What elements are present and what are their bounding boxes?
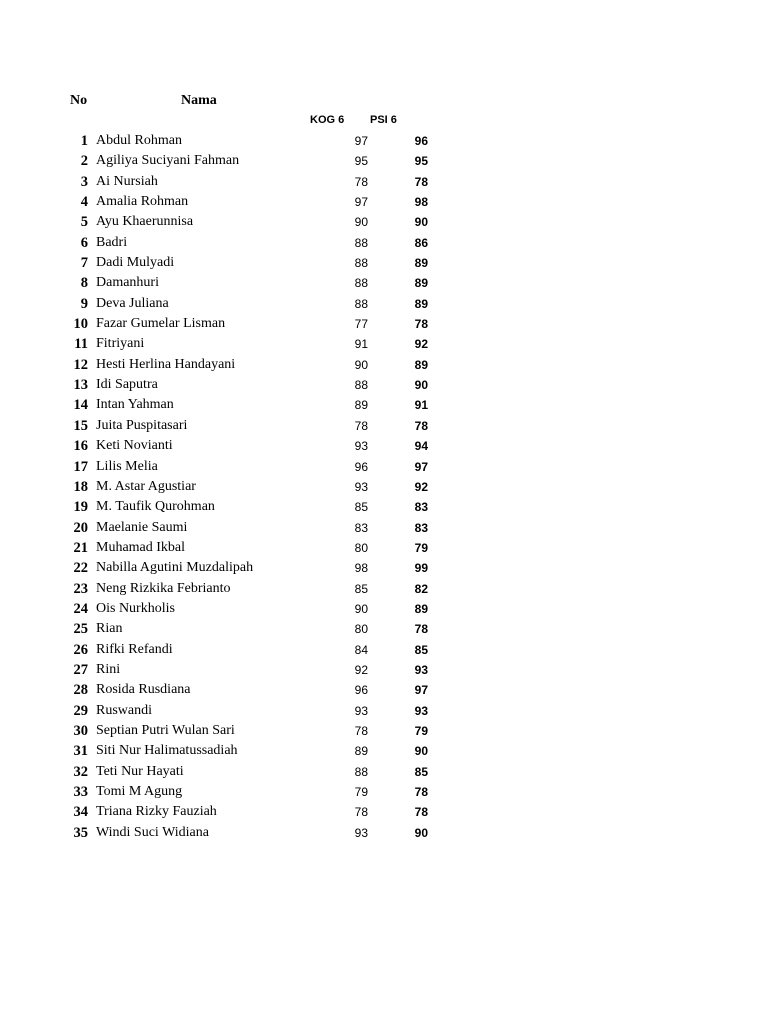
- student-name: Dadi Mulyadi: [96, 255, 175, 271]
- kog-score: 88: [354, 235, 368, 250]
- student-name: M. Taufik Qurohman: [96, 499, 215, 515]
- psi-score: 96: [414, 134, 428, 148]
- header-kog: KOG 6: [310, 114, 345, 126]
- student-name: Deva Juliana: [96, 295, 169, 311]
- student-name: Agiliya Suciyani Fahman: [96, 153, 240, 169]
- psi-score: 78: [414, 317, 428, 332]
- psi-score: 79: [414, 723, 428, 738]
- kog-score: 85: [354, 500, 368, 515]
- kog-score: 90: [354, 357, 368, 372]
- student-name: Intan Yahman: [96, 397, 174, 413]
- student-name: Nabilla Agutini Muzdalipah: [96, 560, 254, 576]
- row-number: 32: [73, 763, 88, 780]
- psi-score: 99: [414, 561, 428, 576]
- row-number: 16: [73, 438, 88, 455]
- psi-score: 98: [414, 195, 428, 210]
- student-name: Idi Saputra: [96, 377, 158, 393]
- kog-score: 89: [354, 744, 368, 759]
- row-number: 8: [80, 275, 88, 292]
- table-row: [0, 701, 768, 721]
- kog-score: 93: [354, 703, 368, 718]
- student-name: Abdul Rohman: [96, 133, 182, 148]
- row-number: 15: [73, 417, 88, 434]
- psi-score: 97: [414, 683, 428, 698]
- student-name: Amalia Rohman: [96, 194, 189, 210]
- psi-score: 93: [414, 662, 428, 677]
- table-row: [0, 355, 768, 375]
- row-number: 7: [80, 255, 88, 272]
- table-row: [0, 273, 768, 293]
- row-number: 23: [73, 580, 88, 597]
- row-number: 2: [80, 153, 88, 170]
- psi-score: 94: [414, 439, 428, 454]
- table-row: [0, 741, 768, 761]
- row-number: 14: [73, 397, 88, 414]
- psi-score: 90: [414, 215, 428, 230]
- table-row: [0, 334, 768, 354]
- table-row: [0, 151, 768, 171]
- psi-score: 92: [414, 337, 428, 352]
- kog-score: 97: [354, 195, 368, 210]
- psi-score: 79: [414, 540, 428, 555]
- psi-score: 85: [414, 642, 428, 657]
- psi-score: 78: [414, 418, 428, 433]
- student-name: Siti Nur Halimatussadiah: [96, 743, 238, 759]
- student-name: Rifki Refandi: [96, 641, 173, 657]
- score-table: [0, 131, 768, 843]
- table-row: [0, 558, 768, 578]
- row-number: 22: [73, 560, 88, 577]
- student-name: Hesti Herlina Handayani: [96, 356, 236, 372]
- table-row: [0, 782, 768, 802]
- table-row: [0, 375, 768, 395]
- row-number: 29: [73, 702, 88, 719]
- row-number: 4: [80, 194, 88, 211]
- kog-score: 79: [354, 785, 368, 799]
- row-number: 6: [80, 234, 88, 251]
- kog-score: 96: [354, 459, 368, 474]
- kog-score: 77: [354, 317, 368, 332]
- table-row: [0, 192, 768, 212]
- psi-score: 78: [414, 174, 428, 189]
- student-name: Juita Puspitasari: [96, 417, 188, 433]
- header-no: No: [70, 93, 88, 108]
- psi-score: 78: [414, 622, 428, 637]
- table-row: [0, 253, 768, 273]
- table-row: [0, 680, 768, 700]
- table-row: [0, 457, 768, 477]
- student-name: Lilis Melia: [96, 458, 158, 474]
- kog-score: 95: [354, 154, 368, 169]
- row-number: 33: [73, 784, 88, 800]
- student-name: Ruswandi: [96, 702, 152, 718]
- student-name: Tomi M Agung: [96, 784, 183, 799]
- psi-score: 90: [414, 825, 428, 840]
- psi-score: 89: [414, 601, 428, 616]
- table-row: [0, 212, 768, 232]
- kog-score: 78: [354, 723, 368, 738]
- row-number: 26: [73, 641, 88, 658]
- kog-score: 88: [354, 296, 368, 311]
- student-name: Fitriyani: [96, 336, 145, 352]
- student-name: Muhamad Ikbal: [96, 539, 186, 555]
- table-row: [0, 172, 768, 192]
- student-name: Badri: [96, 234, 128, 250]
- row-number: 18: [73, 478, 88, 495]
- row-number: 19: [73, 499, 88, 516]
- kog-score: 98: [354, 561, 368, 576]
- student-name: Ai Nursiah: [96, 173, 158, 189]
- psi-score: 89: [414, 256, 428, 271]
- student-name: Maelanie Saumi: [96, 519, 188, 535]
- row-number: 30: [73, 722, 88, 739]
- row-number: 17: [73, 458, 88, 475]
- row-number: 3: [80, 173, 88, 190]
- psi-score: 90: [414, 378, 428, 393]
- kog-score: 78: [354, 805, 368, 820]
- row-number: 10: [73, 316, 88, 333]
- header-nama: Nama: [181, 93, 217, 108]
- kog-score: 90: [354, 601, 368, 616]
- table-row: [0, 802, 768, 822]
- row-number: 13: [73, 377, 88, 394]
- psi-score: 97: [414, 459, 428, 474]
- student-name: Rosida Rusdiana: [96, 682, 191, 698]
- student-name: Rian: [96, 621, 123, 637]
- kog-score: 90: [354, 215, 368, 230]
- student-name: Fazar Gumelar Lisman: [96, 316, 226, 332]
- kog-score: 92: [354, 662, 368, 677]
- kog-score: 89: [354, 398, 368, 413]
- row-number: 27: [73, 661, 88, 678]
- kog-score: 80: [354, 622, 368, 637]
- student-name: Septian Putri Wulan Sari: [96, 722, 235, 738]
- row-number: 31: [73, 743, 88, 760]
- table-row: [0, 721, 768, 741]
- kog-score: 84: [354, 642, 368, 657]
- psi-score: 92: [414, 479, 428, 494]
- row-number: 34: [73, 804, 88, 821]
- table-row: [0, 314, 768, 334]
- row-number: 12: [73, 356, 88, 373]
- row-number: 25: [73, 621, 88, 638]
- psi-score: 89: [414, 357, 428, 372]
- student-name: Triana Rizky Fauziah: [96, 804, 217, 820]
- kog-score: 80: [354, 540, 368, 555]
- table-row: [0, 477, 768, 497]
- table-row: [0, 640, 768, 660]
- psi-score: 95: [414, 154, 428, 169]
- kog-score: 85: [354, 581, 368, 596]
- kog-score: 78: [354, 174, 368, 189]
- table-row: [0, 660, 768, 680]
- kog-score: 83: [354, 520, 368, 535]
- student-name: Teti Nur Hayati: [96, 763, 184, 779]
- header-psi: PSI 6: [370, 114, 397, 126]
- student-name: Damanhuri: [96, 275, 159, 291]
- psi-score: 91: [414, 398, 428, 413]
- row-number: 24: [73, 600, 88, 617]
- row-number: 21: [73, 539, 88, 556]
- psi-score: 78: [414, 805, 428, 820]
- kog-score: 88: [354, 256, 368, 271]
- student-name: Rini: [96, 661, 121, 677]
- table-row: [0, 762, 768, 782]
- row-number: 1: [80, 133, 88, 149]
- psi-score: 86: [414, 235, 428, 250]
- row-number: 28: [73, 682, 88, 699]
- table-row: [0, 538, 768, 558]
- kog-score: 93: [354, 479, 368, 494]
- kog-score: 93: [354, 439, 368, 454]
- table-row: [0, 131, 768, 151]
- table-row: [0, 395, 768, 415]
- table-row: [0, 294, 768, 314]
- row-number: 35: [73, 824, 88, 841]
- student-name: Windi Suci Widiana: [96, 824, 209, 840]
- row-number: 11: [74, 336, 88, 353]
- table-row: [0, 518, 768, 538]
- kog-score: 96: [354, 683, 368, 698]
- psi-score: 83: [414, 520, 428, 535]
- student-name: Keti Novianti: [96, 438, 173, 454]
- student-name: Ois Nurkholis: [96, 600, 175, 616]
- psi-score: 83: [414, 500, 428, 515]
- student-name: Ayu Khaerunnisa: [96, 214, 194, 230]
- table-row: [0, 416, 768, 436]
- psi-score: 89: [414, 276, 428, 291]
- psi-score: 78: [414, 785, 428, 799]
- student-name: M. Astar Agustiar: [96, 478, 196, 494]
- psi-score: 82: [414, 581, 428, 596]
- kog-score: 91: [354, 337, 368, 352]
- table-row: [0, 233, 768, 253]
- table-row: [0, 436, 768, 456]
- kog-score: 78: [354, 418, 368, 433]
- student-name: Neng Rizkika Febrianto: [96, 580, 231, 596]
- kog-score: 93: [354, 825, 368, 840]
- kog-score: 97: [354, 134, 368, 148]
- row-number: 9: [80, 295, 88, 312]
- psi-score: 90: [414, 744, 428, 759]
- table-row: [0, 599, 768, 619]
- table-row: [0, 823, 768, 843]
- kog-score: 88: [354, 764, 368, 779]
- kog-score: 88: [354, 378, 368, 393]
- row-number: 5: [80, 214, 88, 231]
- kog-score: 88: [354, 276, 368, 291]
- table-row: [0, 497, 768, 517]
- table-row: [0, 619, 768, 639]
- psi-score: 85: [414, 764, 428, 779]
- psi-score: 93: [414, 703, 428, 718]
- row-number: 20: [73, 519, 88, 536]
- table-row: [0, 579, 768, 599]
- psi-score: 89: [414, 296, 428, 311]
